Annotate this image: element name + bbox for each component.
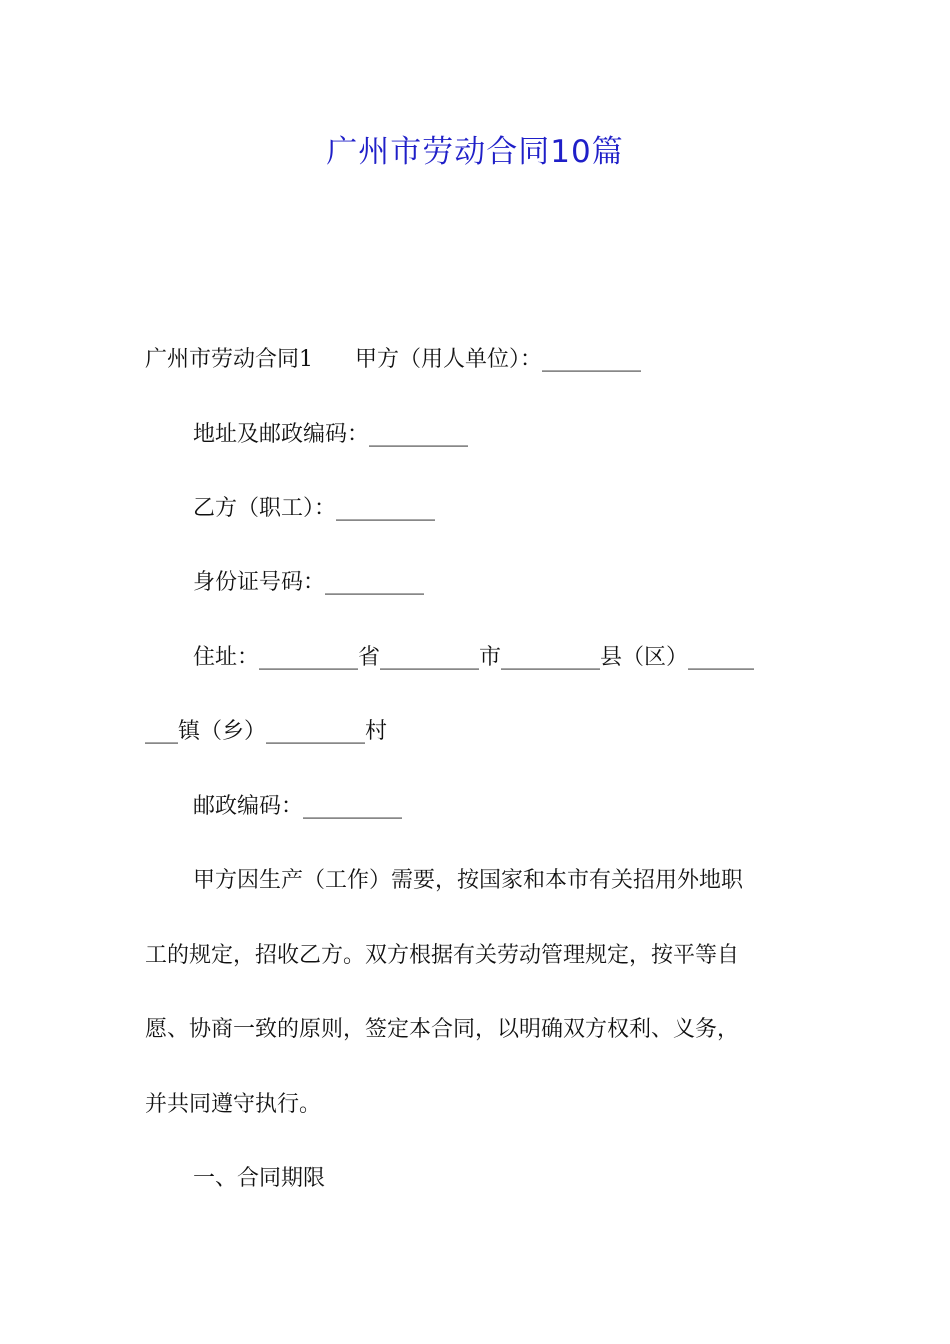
section-heading: 一、合同期限 <box>193 1166 326 1191</box>
residence-field-line-2: ___镇（乡）_________村 <box>145 719 388 744</box>
postcode-field: 邮政编码：_________ <box>193 794 403 819</box>
paragraph-line: 甲方因生产（工作）需要，按国家和本市有关招用外地职 <box>193 868 744 893</box>
document-title: 广州市劳动合同10篇 <box>326 134 624 170</box>
contract-heading-line <box>145 345 641 375</box>
paragraph-line: 工的规定，招收乙方。双方根据有关劳动管理规定，按平等自 <box>145 943 740 968</box>
party-a-field: 甲方（用人单位）：_________ <box>355 347 642 372</box>
id-number-field: 身份证号码：_________ <box>193 570 425 595</box>
paragraph-line: 愿、协商一致的原则，签定本合同，以明确双方权利、义务， <box>145 1017 740 1042</box>
party-b-field: 乙方（职工）：_________ <box>193 496 436 521</box>
contract-subtitle: 广州市劳动合同1 <box>145 347 313 372</box>
address-postcode-field: 地址及邮政编码：_________ <box>193 422 469 447</box>
paragraph-line: 并共同遵守执行。 <box>145 1092 322 1117</box>
residence-field-line-1: 住址：_________省_________市_________县（区）______ <box>193 645 755 670</box>
